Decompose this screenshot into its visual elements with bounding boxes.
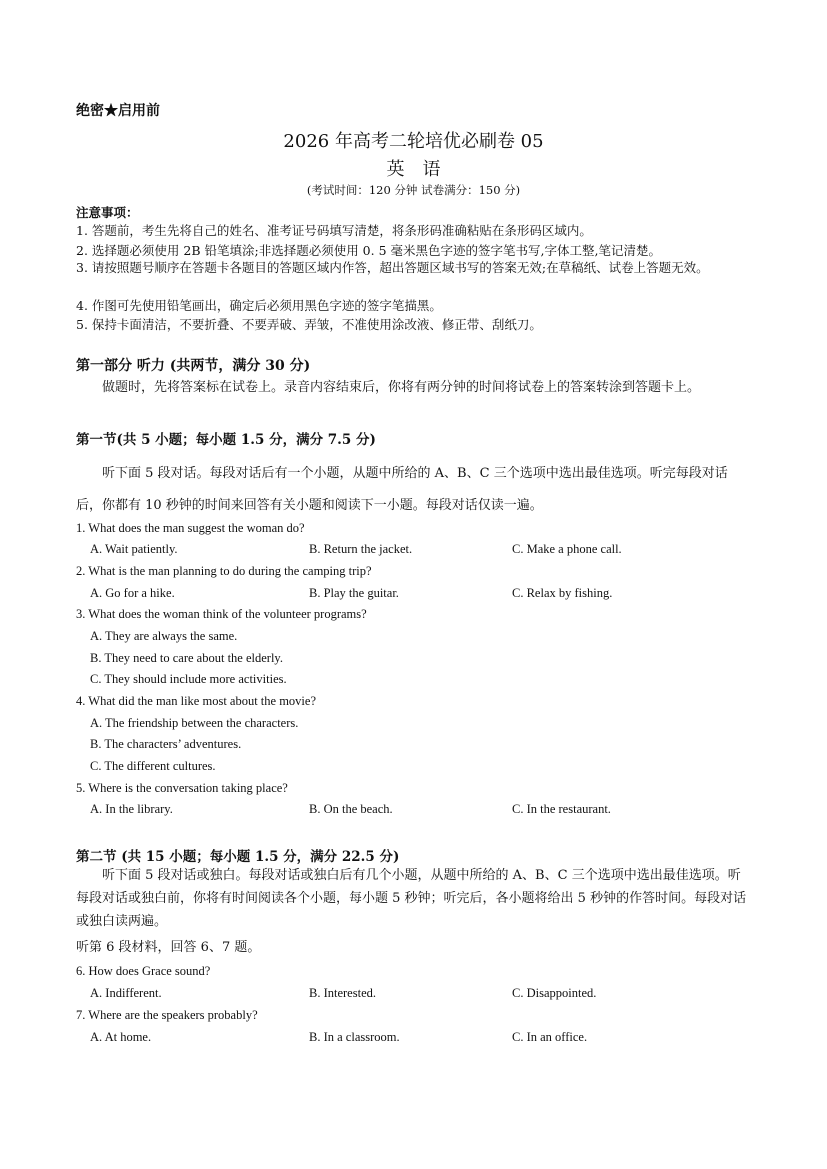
- option-a: A. Go for a hike.: [90, 586, 175, 600]
- confidential-label: 绝密★启用前: [76, 103, 160, 119]
- option-b: B. They need to care about the elderly.: [90, 651, 283, 665]
- option-b: B. In a classroom.: [309, 1030, 400, 1044]
- question-stem: 1. What does the man suggest the woman do?: [76, 521, 305, 535]
- notes-heading: 注意事项：: [76, 205, 139, 220]
- section1-heading: 第一节(共 5 小题；每小题 1.5 分，满分 7.5 分): [76, 432, 376, 448]
- question-stem: 5. Where is the conversation taking place?: [76, 781, 288, 795]
- option-a: A. The friendship between the characters.: [90, 716, 299, 730]
- exam-title: 2026 年高考二轮培优必刷卷 05: [283, 131, 544, 152]
- part1-intro: 做题时，先将答案标在试卷上。录音内容结束后，你将有两分钟的时间将试卷上的答案转涂到答题卡上。: [102, 380, 701, 395]
- question-stem: 2. What is the man planning to do during the camping trip?: [76, 564, 372, 578]
- exam-info: (考试时间：120 分钟 试卷满分：150 分): [306, 183, 521, 197]
- part1-heading: 第一部分 听力 (共两节，满分 30 分): [76, 358, 311, 374]
- question-stem: 6. How does Grace sound?: [76, 964, 211, 978]
- option-c: C. In an office.: [512, 1030, 588, 1044]
- question-stem: 4. What did the man like most about the movie?: [76, 694, 316, 708]
- note-item: 3. 请按照题号顺序在答题卡各题目的答题区域内作答，超出答题区域书写的答案无效;在草稿纸、试卷上答题无效。: [76, 260, 709, 275]
- option-a: A. In the library.: [90, 802, 173, 816]
- section1-intro: 听下面 5 段对话。每段对话后有一个小题，从题中所给的 A、B、C 三个选项中选出最佳选项。听完每段对话后，你都有 10 秒钟的时间来回答有关小题和阅读下一小题。每段对话仅读一遍。: [76, 466, 728, 513]
- question-stem: 3. What does the woman think of the volunteer programs?: [76, 607, 367, 621]
- option-b: B. Return the jacket.: [309, 542, 413, 556]
- option-b: B. The characters’ adventures.: [90, 737, 242, 751]
- option-b: B. Play the guitar.: [309, 586, 399, 600]
- option-a: A. They are always the same.: [90, 629, 238, 643]
- material-instruction: 听第 6 段材料，回答 6、7 题。: [76, 940, 261, 955]
- option-b: B. Interested.: [309, 986, 376, 1000]
- option-c: C. Disappointed.: [512, 986, 597, 1000]
- section2-heading: 第二节 (共 15 小题；每小题 1.5 分，满分 22.5 分): [76, 849, 400, 865]
- section2-intro: 听下面 5 段对话或独白。每段对话或独白后有几个小题，从题中所给的 A、B、C 三个选项中选出最佳选项。听每段对话或独白前，你将有时间阅读各个小题，每小题 5 秒钟；听完后，各小题将给出 5 秒钟的作答时间。每段对话或独白读两遍。: [76, 868, 747, 929]
- option-b: B. On the beach.: [309, 802, 393, 816]
- question-stem: 7. Where are the speakers probably?: [76, 1008, 258, 1022]
- note-item: 5. 保持卡面清洁，不要折叠、不要弄破、弄皱，不准使用涂改液、修正带、刮纸刀。: [76, 317, 542, 332]
- note-item: 2. 选择题必须使用 2B 铅笔填涂;非选择题必须使用 0. 5 毫米黑色字迹的签字笔书写,字体工整,笔记清楚。: [76, 243, 661, 258]
- option-c: C. The different cultures.: [90, 759, 216, 773]
- note-item: 1. 答题前，考生先将自己的姓名、准考证号码填写清楚，将条形码准确粘贴在条形码区域内。: [76, 223, 592, 238]
- option-a: A. Indifferent.: [90, 986, 162, 1000]
- option-c: C. Relax by fishing.: [512, 586, 613, 600]
- note-item: 4. 作图可先使用铅笔画出，确定后必须用黑色字迹的签字笔描黑。: [76, 298, 442, 313]
- option-a: A. At home.: [90, 1030, 152, 1044]
- option-c: C. They should include more activities.: [90, 672, 287, 686]
- option-c: C. In the restaurant.: [512, 802, 611, 816]
- option-c: C. Make a phone call.: [512, 542, 622, 556]
- subject-title: 英语: [386, 159, 459, 180]
- option-a: A. Wait patiently.: [90, 542, 178, 556]
